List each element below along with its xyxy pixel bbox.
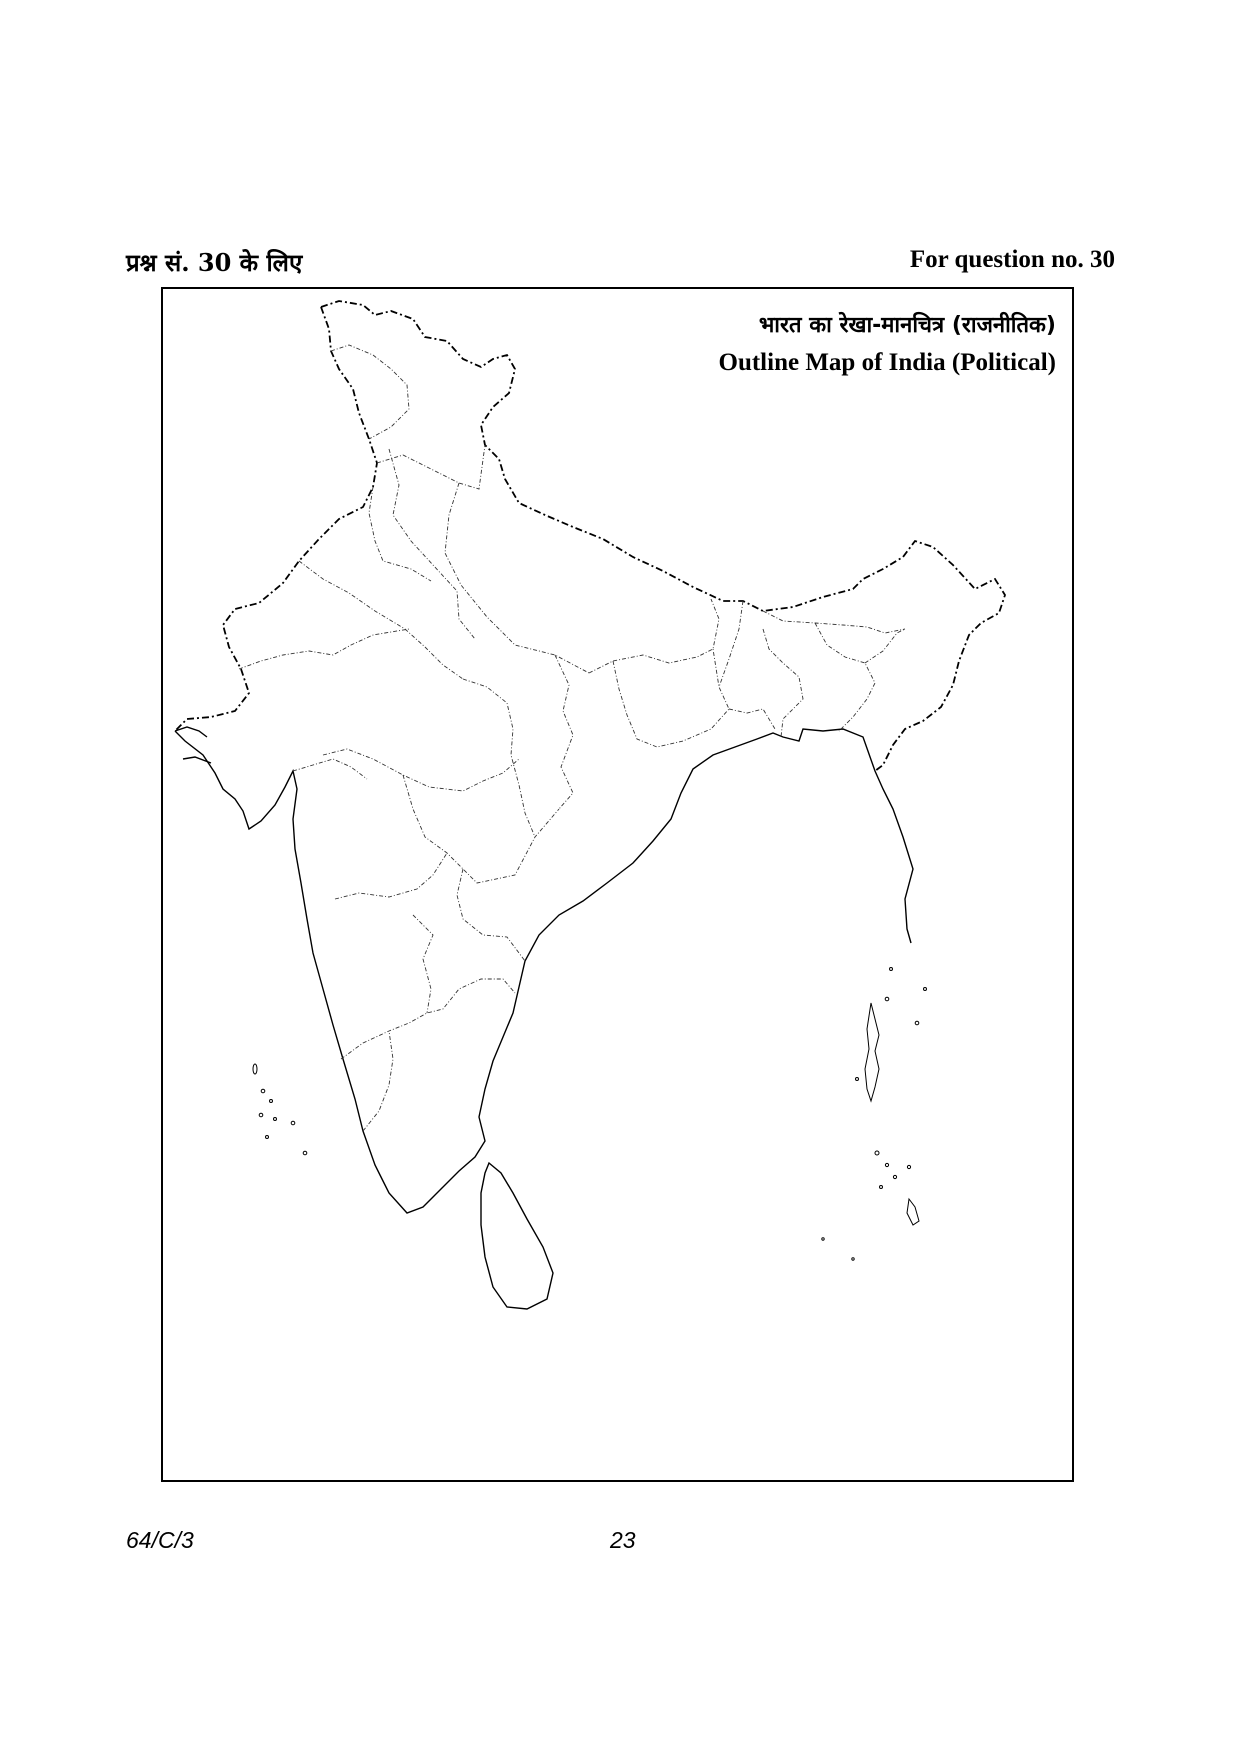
india-outline-map	[163, 289, 1072, 1480]
mainland-coastline	[175, 729, 913, 1213]
andaman-nicobar-islands	[822, 968, 927, 1261]
question-label-hindi: प्रश्न सं. 30 के लिए	[126, 248, 303, 277]
international-boundary	[321, 301, 1005, 771]
gujarat-coast-kutch	[175, 727, 211, 763]
sri-lanka-outline	[481, 1163, 553, 1309]
state-boundaries	[239, 345, 905, 1131]
western-boundary	[175, 307, 377, 731]
map-title-hindi: भारत का रेखा-मानचित्र (राजनीतिक)	[758, 313, 1056, 338]
lakshadweep-islands	[253, 1064, 307, 1155]
question-label-english: For question no. 30	[909, 246, 1115, 273]
map-frame	[161, 287, 1074, 1482]
paper-code: 64/C/3	[126, 1527, 194, 1553]
page-number: 23	[610, 1527, 636, 1553]
map-title-english: Outline Map of India (Political)	[718, 349, 1056, 376]
